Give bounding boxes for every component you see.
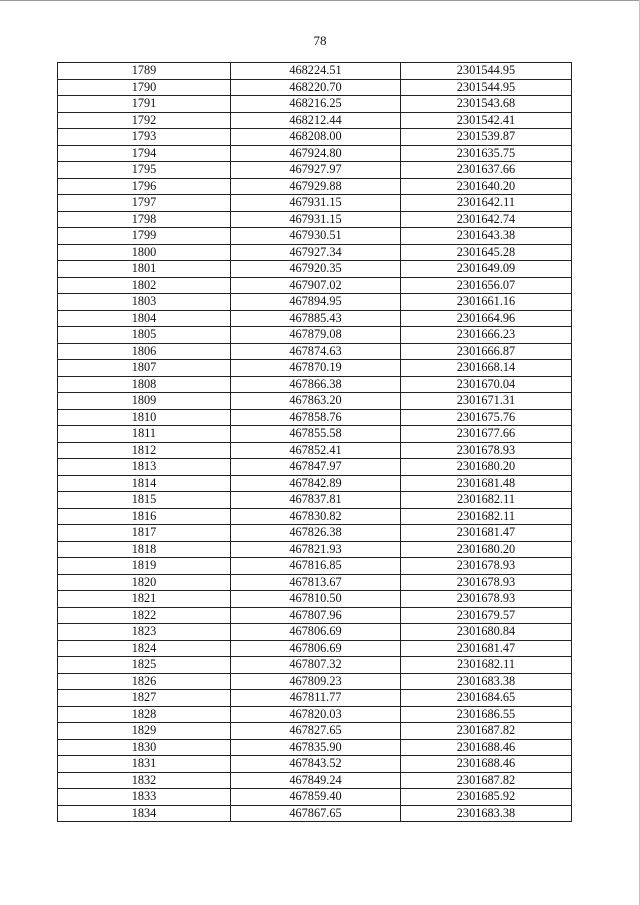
table-row	[58, 772, 572, 789]
point-number-cell: 1818	[58, 541, 231, 558]
y-coordinate-cell: 2301680.84	[401, 624, 572, 641]
y-coordinate-cell: 2301681.48	[401, 475, 572, 492]
point-number-cell: 1800	[58, 244, 231, 261]
x-coordinate-cell: 467809.23	[231, 673, 401, 690]
point-number-cell: 1793	[58, 129, 231, 146]
point-number-cell: 1830	[58, 739, 231, 756]
table-row	[58, 525, 572, 542]
table-row	[58, 79, 572, 96]
point-number-cell: 1796	[58, 178, 231, 195]
table-row	[58, 426, 572, 443]
x-coordinate-cell: 468216.25	[231, 96, 401, 113]
y-coordinate-cell: 2301544.95	[401, 63, 572, 80]
table-row	[58, 327, 572, 344]
x-coordinate-cell: 467863.20	[231, 393, 401, 410]
point-number-cell: 1817	[58, 525, 231, 542]
y-coordinate-cell: 2301677.66	[401, 426, 572, 443]
point-number-cell: 1815	[58, 492, 231, 509]
y-coordinate-cell: 2301539.87	[401, 129, 572, 146]
x-coordinate-cell: 467879.08	[231, 327, 401, 344]
x-coordinate-cell: 467927.34	[231, 244, 401, 261]
x-coordinate-cell: 467816.85	[231, 558, 401, 575]
y-coordinate-cell: 2301656.07	[401, 277, 572, 294]
point-number-cell: 1803	[58, 294, 231, 311]
point-number-cell: 1811	[58, 426, 231, 443]
y-coordinate-cell: 2301688.46	[401, 739, 572, 756]
y-coordinate-cell: 2301649.09	[401, 261, 572, 278]
table-row	[58, 789, 572, 806]
x-coordinate-cell: 467806.69	[231, 624, 401, 641]
y-coordinate-cell: 2301678.93	[401, 558, 572, 575]
table-row	[58, 624, 572, 641]
y-coordinate-cell: 2301678.93	[401, 574, 572, 591]
table-row	[58, 211, 572, 228]
y-coordinate-cell: 2301688.46	[401, 756, 572, 773]
table-row	[58, 261, 572, 278]
point-number-cell: 1801	[58, 261, 231, 278]
y-coordinate-cell: 2301542.41	[401, 112, 572, 129]
x-coordinate-cell: 467813.67	[231, 574, 401, 591]
y-coordinate-cell: 2301685.92	[401, 789, 572, 806]
point-number-cell: 1790	[58, 79, 231, 96]
x-coordinate-cell: 467847.97	[231, 459, 401, 476]
table-row	[58, 310, 572, 327]
table-row	[58, 558, 572, 575]
x-coordinate-cell: 467811.77	[231, 690, 401, 707]
y-coordinate-cell: 2301678.93	[401, 591, 572, 608]
y-coordinate-cell: 2301671.31	[401, 393, 572, 410]
point-number-cell: 1816	[58, 508, 231, 525]
y-coordinate-cell: 2301681.47	[401, 525, 572, 542]
x-coordinate-cell: 468224.51	[231, 63, 401, 80]
point-number-cell: 1813	[58, 459, 231, 476]
table-row	[58, 508, 572, 525]
y-coordinate-cell: 2301682.11	[401, 492, 572, 509]
x-coordinate-cell: 467837.81	[231, 492, 401, 509]
table-row	[58, 195, 572, 212]
x-coordinate-cell: 467929.88	[231, 178, 401, 195]
y-coordinate-cell: 2301686.55	[401, 706, 572, 723]
table-row	[58, 723, 572, 740]
x-coordinate-cell: 467855.58	[231, 426, 401, 443]
table-row	[58, 228, 572, 245]
x-coordinate-cell: 467842.89	[231, 475, 401, 492]
point-number-cell: 1820	[58, 574, 231, 591]
y-coordinate-cell: 2301664.96	[401, 310, 572, 327]
table-row	[58, 294, 572, 311]
x-coordinate-cell: 468212.44	[231, 112, 401, 129]
table-row	[58, 409, 572, 426]
point-number-cell: 1834	[58, 805, 231, 822]
x-coordinate-cell: 467885.43	[231, 310, 401, 327]
point-number-cell: 1794	[58, 145, 231, 162]
y-coordinate-cell: 2301684.65	[401, 690, 572, 707]
y-coordinate-cell: 2301637.66	[401, 162, 572, 179]
x-coordinate-cell: 467835.90	[231, 739, 401, 756]
table-row	[58, 442, 572, 459]
table-row	[58, 63, 572, 80]
x-coordinate-cell: 467866.38	[231, 376, 401, 393]
point-number-cell: 1802	[58, 277, 231, 294]
y-coordinate-cell: 2301683.38	[401, 805, 572, 822]
x-coordinate-cell: 467820.03	[231, 706, 401, 723]
x-coordinate-cell: 467859.40	[231, 789, 401, 806]
y-coordinate-cell: 2301687.82	[401, 723, 572, 740]
x-coordinate-cell: 467858.76	[231, 409, 401, 426]
point-number-cell: 1825	[58, 657, 231, 674]
point-number-cell: 1809	[58, 393, 231, 410]
table-row	[58, 739, 572, 756]
x-coordinate-cell: 467920.35	[231, 261, 401, 278]
x-coordinate-cell: 467807.96	[231, 607, 401, 624]
table-row	[58, 360, 572, 377]
x-coordinate-cell: 467826.38	[231, 525, 401, 542]
table-row	[58, 376, 572, 393]
y-coordinate-cell: 2301666.87	[401, 343, 572, 360]
coordinates-table	[57, 62, 572, 822]
y-coordinate-cell: 2301687.82	[401, 772, 572, 789]
x-coordinate-cell: 467874.63	[231, 343, 401, 360]
point-number-cell: 1799	[58, 228, 231, 245]
y-coordinate-cell: 2301668.14	[401, 360, 572, 377]
y-coordinate-cell: 2301544.95	[401, 79, 572, 96]
y-coordinate-cell: 2301679.57	[401, 607, 572, 624]
table-row	[58, 145, 572, 162]
table-row	[58, 591, 572, 608]
table-row	[58, 277, 572, 294]
x-coordinate-cell: 467924.80	[231, 145, 401, 162]
table-row	[58, 541, 572, 558]
x-coordinate-cell: 467930.51	[231, 228, 401, 245]
y-coordinate-cell: 2301680.20	[401, 541, 572, 558]
point-number-cell: 1808	[58, 376, 231, 393]
point-number-cell: 1829	[58, 723, 231, 740]
x-coordinate-cell: 467843.52	[231, 756, 401, 773]
point-number-cell: 1789	[58, 63, 231, 80]
point-number-cell: 1814	[58, 475, 231, 492]
table-row	[58, 162, 572, 179]
table-row	[58, 129, 572, 146]
y-coordinate-cell: 2301675.76	[401, 409, 572, 426]
point-number-cell: 1828	[58, 706, 231, 723]
x-coordinate-cell: 468220.70	[231, 79, 401, 96]
x-coordinate-cell: 467894.95	[231, 294, 401, 311]
coordinates-table-body	[58, 63, 572, 822]
table-row	[58, 96, 572, 113]
y-coordinate-cell: 2301643.38	[401, 228, 572, 245]
point-number-cell: 1805	[58, 327, 231, 344]
y-coordinate-cell: 2301666.23	[401, 327, 572, 344]
x-coordinate-cell: 467852.41	[231, 442, 401, 459]
point-number-cell: 1819	[58, 558, 231, 575]
table-row	[58, 459, 572, 476]
point-number-cell: 1821	[58, 591, 231, 608]
point-number-cell: 1833	[58, 789, 231, 806]
table-row	[58, 178, 572, 195]
x-coordinate-cell: 467810.50	[231, 591, 401, 608]
point-number-cell: 1812	[58, 442, 231, 459]
point-number-cell: 1832	[58, 772, 231, 789]
x-coordinate-cell: 467931.15	[231, 195, 401, 212]
table-row	[58, 805, 572, 822]
table-row	[58, 393, 572, 410]
table-row	[58, 607, 572, 624]
table-row	[58, 690, 572, 707]
point-number-cell: 1807	[58, 360, 231, 377]
y-coordinate-cell: 2301635.75	[401, 145, 572, 162]
x-coordinate-cell: 467907.02	[231, 277, 401, 294]
y-coordinate-cell: 2301661.16	[401, 294, 572, 311]
table-row	[58, 343, 572, 360]
y-coordinate-cell: 2301670.04	[401, 376, 572, 393]
table-row	[58, 756, 572, 773]
point-number-cell: 1791	[58, 96, 231, 113]
y-coordinate-cell: 2301681.47	[401, 640, 572, 657]
page-top-edge	[0, 0, 640, 1]
point-number-cell: 1806	[58, 343, 231, 360]
x-coordinate-cell: 467827.65	[231, 723, 401, 740]
table-row	[58, 640, 572, 657]
x-coordinate-cell: 467927.97	[231, 162, 401, 179]
x-coordinate-cell: 467821.93	[231, 541, 401, 558]
table-row	[58, 112, 572, 129]
point-number-cell: 1822	[58, 607, 231, 624]
y-coordinate-cell: 2301642.74	[401, 211, 572, 228]
table-row	[58, 244, 572, 261]
table-row	[58, 574, 572, 591]
point-number-cell: 1826	[58, 673, 231, 690]
y-coordinate-cell: 2301640.20	[401, 178, 572, 195]
x-coordinate-cell: 467870.19	[231, 360, 401, 377]
y-coordinate-cell: 2301543.68	[401, 96, 572, 113]
x-coordinate-cell: 467807.32	[231, 657, 401, 674]
point-number-cell: 1827	[58, 690, 231, 707]
y-coordinate-cell: 2301645.28	[401, 244, 572, 261]
point-number-cell: 1798	[58, 211, 231, 228]
y-coordinate-cell: 2301682.11	[401, 657, 572, 674]
point-number-cell: 1795	[58, 162, 231, 179]
y-coordinate-cell: 2301642.11	[401, 195, 572, 212]
y-coordinate-cell: 2301683.38	[401, 673, 572, 690]
table-row	[58, 657, 572, 674]
point-number-cell: 1831	[58, 756, 231, 773]
x-coordinate-cell: 468208.00	[231, 129, 401, 146]
x-coordinate-cell: 467830.82	[231, 508, 401, 525]
table-row	[58, 475, 572, 492]
y-coordinate-cell: 2301678.93	[401, 442, 572, 459]
table-row	[58, 673, 572, 690]
point-number-cell: 1792	[58, 112, 231, 129]
point-number-cell: 1804	[58, 310, 231, 327]
x-coordinate-cell: 467806.69	[231, 640, 401, 657]
y-coordinate-cell: 2301680.20	[401, 459, 572, 476]
x-coordinate-cell: 467849.24	[231, 772, 401, 789]
point-number-cell: 1797	[58, 195, 231, 212]
page-number: 78	[313, 33, 327, 48]
table-row	[58, 706, 572, 723]
x-coordinate-cell: 467931.15	[231, 211, 401, 228]
table-row	[58, 492, 572, 509]
point-number-cell: 1810	[58, 409, 231, 426]
point-number-cell: 1824	[58, 640, 231, 657]
y-coordinate-cell: 2301682.11	[401, 508, 572, 525]
point-number-cell: 1823	[58, 624, 231, 641]
x-coordinate-cell: 467867.65	[231, 805, 401, 822]
